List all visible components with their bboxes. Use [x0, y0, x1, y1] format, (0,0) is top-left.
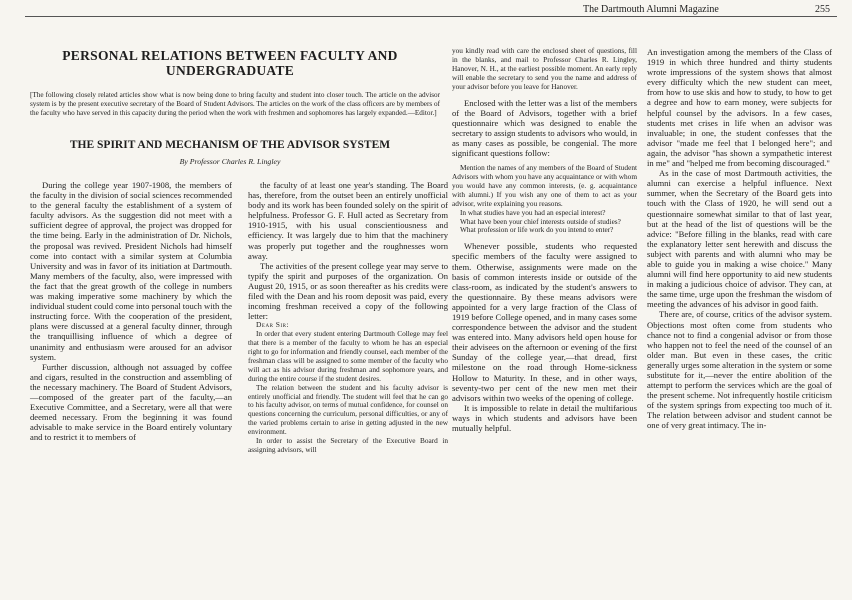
page-number: 255	[815, 4, 830, 15]
column-3	[452, 47, 637, 433]
question: What have been your chief interests outside of studies?	[460, 216, 621, 226]
editor-note: [The following closely related articles show what is now being done to bring faculty and student into closer touch. The article on the advisor system is by the present executive secretary of the Board of Student Advisors. The articles on the work of the class officers are by members of the faculty who have served in this capacity during the period when the work with freshmen and sophomores has largely expanded.—Editor.]	[30, 91, 440, 117]
paragraph: During the college year 1907-1908, the members of the faculty in the division of social sciences recommended to the general faculty the establishment of a system of faculty advisors. As the suggestion did not meet with a sufficient degree of approval, the project was dropped for the time being. Early in the administration of Dr. Nichols, the proposal was revived. President Nichols had himself come into contact with a similar system at Columbia University and was in favor of its initiation at Dartmouth. Many members of the faculty, also, were impressed with the fact that the great growth of the college in numbers was making imperative some machinery by which the individual student could come into personal touch with the instructing force. With the cooperation of the president, plans were discussed at a general faculty dinner, through the tranquillising influence of which a degree of unanimity and enthusiasm were aroused for an advisor system.	[30, 180, 232, 362]
paragraph: Whenever possible, students who requested specific members of the faculty were assigned to them. Otherwise, assignments were made on the basis of common interests inside or outside of the class-room, as indicated by the student's answers to the questionnaire. By these means advisors were appointed for a very large fraction of the Class of 1919 before College opened, and in many cases some correspondence between the advisor and the student was entered into. Many advisors held open house for their advisees on the afternoon or evening of the first Sunday of the college year,—that dread, first milestone on the road through Home-sickness Hollow to Maturity. In these, and in other ways, seventy-two per cent of the new men met their advisors within two weeks of the opening of college.	[452, 241, 637, 403]
question: Mention the names of any members of the Board of Student Advisors with whom you have any acquaintance or with whom you would have any common interests, (e. g. acquaintance with alumni.) If you wish any one of them to act as your advisor, write explaining you reasons.	[452, 163, 637, 208]
letter-paragraph: In order to assist the Secretary of the Executive Board in assigning advisors, will	[248, 436, 448, 454]
letter-end	[452, 47, 637, 92]
question: In what studies have you had an especial interest?	[460, 207, 606, 217]
letter-block	[248, 321, 448, 455]
column-2	[248, 180, 448, 455]
paragraph: It is impossible to relate in detail the multifarious ways in which students and advisors have been mutually helpful.	[452, 402, 637, 434]
question: What profession or life work do you intend to enter?	[460, 225, 614, 235]
letter-paragraph: In order that every student entering Dartmouth College may feel that there is a member of the faculty to whom he has an especial right to go for information and friendly counsel, each member of the freshman class will be assigned to some member of the faculty who will act as his advisor during freshman and sophomore years, and during the entire course if the student desires.	[248, 329, 448, 383]
section-title: THE SPIRIT AND MECHANISM OF THE ADVISOR SYSTEM	[69, 139, 391, 151]
paragraph: As in the case of most Dartmouth activities, the alumni can exercise a helpful influence. Next summer, when the Secretary of the Board gets into touch with the Class of 1920, he will send out a questionnaire somewhat similar to that of last year, but at the head of the list of questions will be the advice: "Before filling in the blanks, read with care the explanatory letter sent herewith and discuss the subject with parents and with alumni who may be able to guide you in making a wise choice." Many alumni will find here opportunity to aid new students in making a judicious choice of advisor. They can, at the same time, urge upon the freshman the wisdom of meeting the advances of his advisor in good faith.	[647, 168, 832, 310]
column-4	[647, 47, 832, 431]
letter-salutation: Dear Sir:	[256, 320, 290, 330]
article-title: PERSONAL RELATIONS BETWEEN FACULTY AND UNDERGRADUATE	[62, 48, 398, 78]
letter-paragraph: you kindly read with care the enclosed sheet of questions, fill in the blanks, and mail to Professor Charles R. Lingley, Hanover, N. H., at the earliest possible moment. An early reply will enable the secretary to send you the name and address of your advisor before you leave for Hanover.	[452, 46, 637, 91]
paragraph: the faculty of at least one year's standing. The Board has, therefore, from the outset been an entirely unofficial body and its work has been founded solely on the spirit of helpfulness. Professor G. F. Hull acted as Secretary from 1910-1915, with his usual conscientiousness and efficiency. It was largely due to him that the machinery was properly put together and the roughnesses worn away.	[248, 180, 448, 261]
questionnaire	[452, 164, 637, 235]
byline: By Professor Charles R. Lingley	[179, 157, 281, 166]
running-header: The Dartmouth Alumni Magazine	[583, 4, 719, 15]
paragraph: Further discussion, although not assuaged by coffee and cigars, resulted in the construction and assembling of the necessary machinery. The Board of Student Advisors,—composed of the greater part of the faculty,—an Executive Committee, and a Secretary, were all that were deemed necessary. From the beginning it was found advisable to make service in the Board entirely voluntary and to restrict it to members of	[30, 361, 232, 443]
paragraph: An investigation among the members of the Class of 1919 in which three hundred and thirty students wrote impressions of the system shows that almost every difficulty which the new student can meet, from how to use skis and how to study, to how to get a degree and how to earn money, were subjects for helpful counsel by the advisors. In a few cases, students met crises in life when an advisor was invaluable; in one, the student confesses that the advisor "made me feel that I belonged here"; and again, the advisor "has shown a sympathetic interest in me" and "helped me from becoming discouraged."	[647, 47, 832, 169]
column-1	[30, 180, 232, 442]
letter-paragraph: The relation between the student and his faculty advisor is entirely unofficial and friendly. The student will feel that he can go to his faculty advisor, on terms of mutual confidence, for counsel on questions concerning the curriculum, personal difficulties, or any of the varied problems certain to arise in getting adjusted in the new environment.	[248, 382, 448, 437]
paragraph: Enclosed with the letter was a list of the members of the Board of Advisors, together with a brief questionnaire which was designed to enable the secretary to assign students to advisors who would, in as many cases as possible, be congenial. The more significant questions follow:	[452, 97, 637, 158]
paragraph: The activities of the present college year may serve to typify the spirit and purposes of the organization. On August 20, 1915, or as soon thereafter as his credits were filed with the Dean and his room deposit was paid, every incoming freshman received a copy of the following letter:	[248, 260, 448, 322]
header-rule	[25, 16, 837, 17]
paragraph: There are, of course, critics of the advisor system. Objections most often come from students who chance not to find a congenial advisor or from those who happen not to feel the need of the counsel of an older man. But even in these cases, the critic generally urges some alteration in the system or some substitute for it,—never the entire abolition of the attempt to perform the services which are the goal of the present scheme. Not infrequently hostile criticism of the system springs from expecting too much of it. The relation between advisor and student cannot be one of very great intimacy. The in-	[647, 309, 832, 431]
